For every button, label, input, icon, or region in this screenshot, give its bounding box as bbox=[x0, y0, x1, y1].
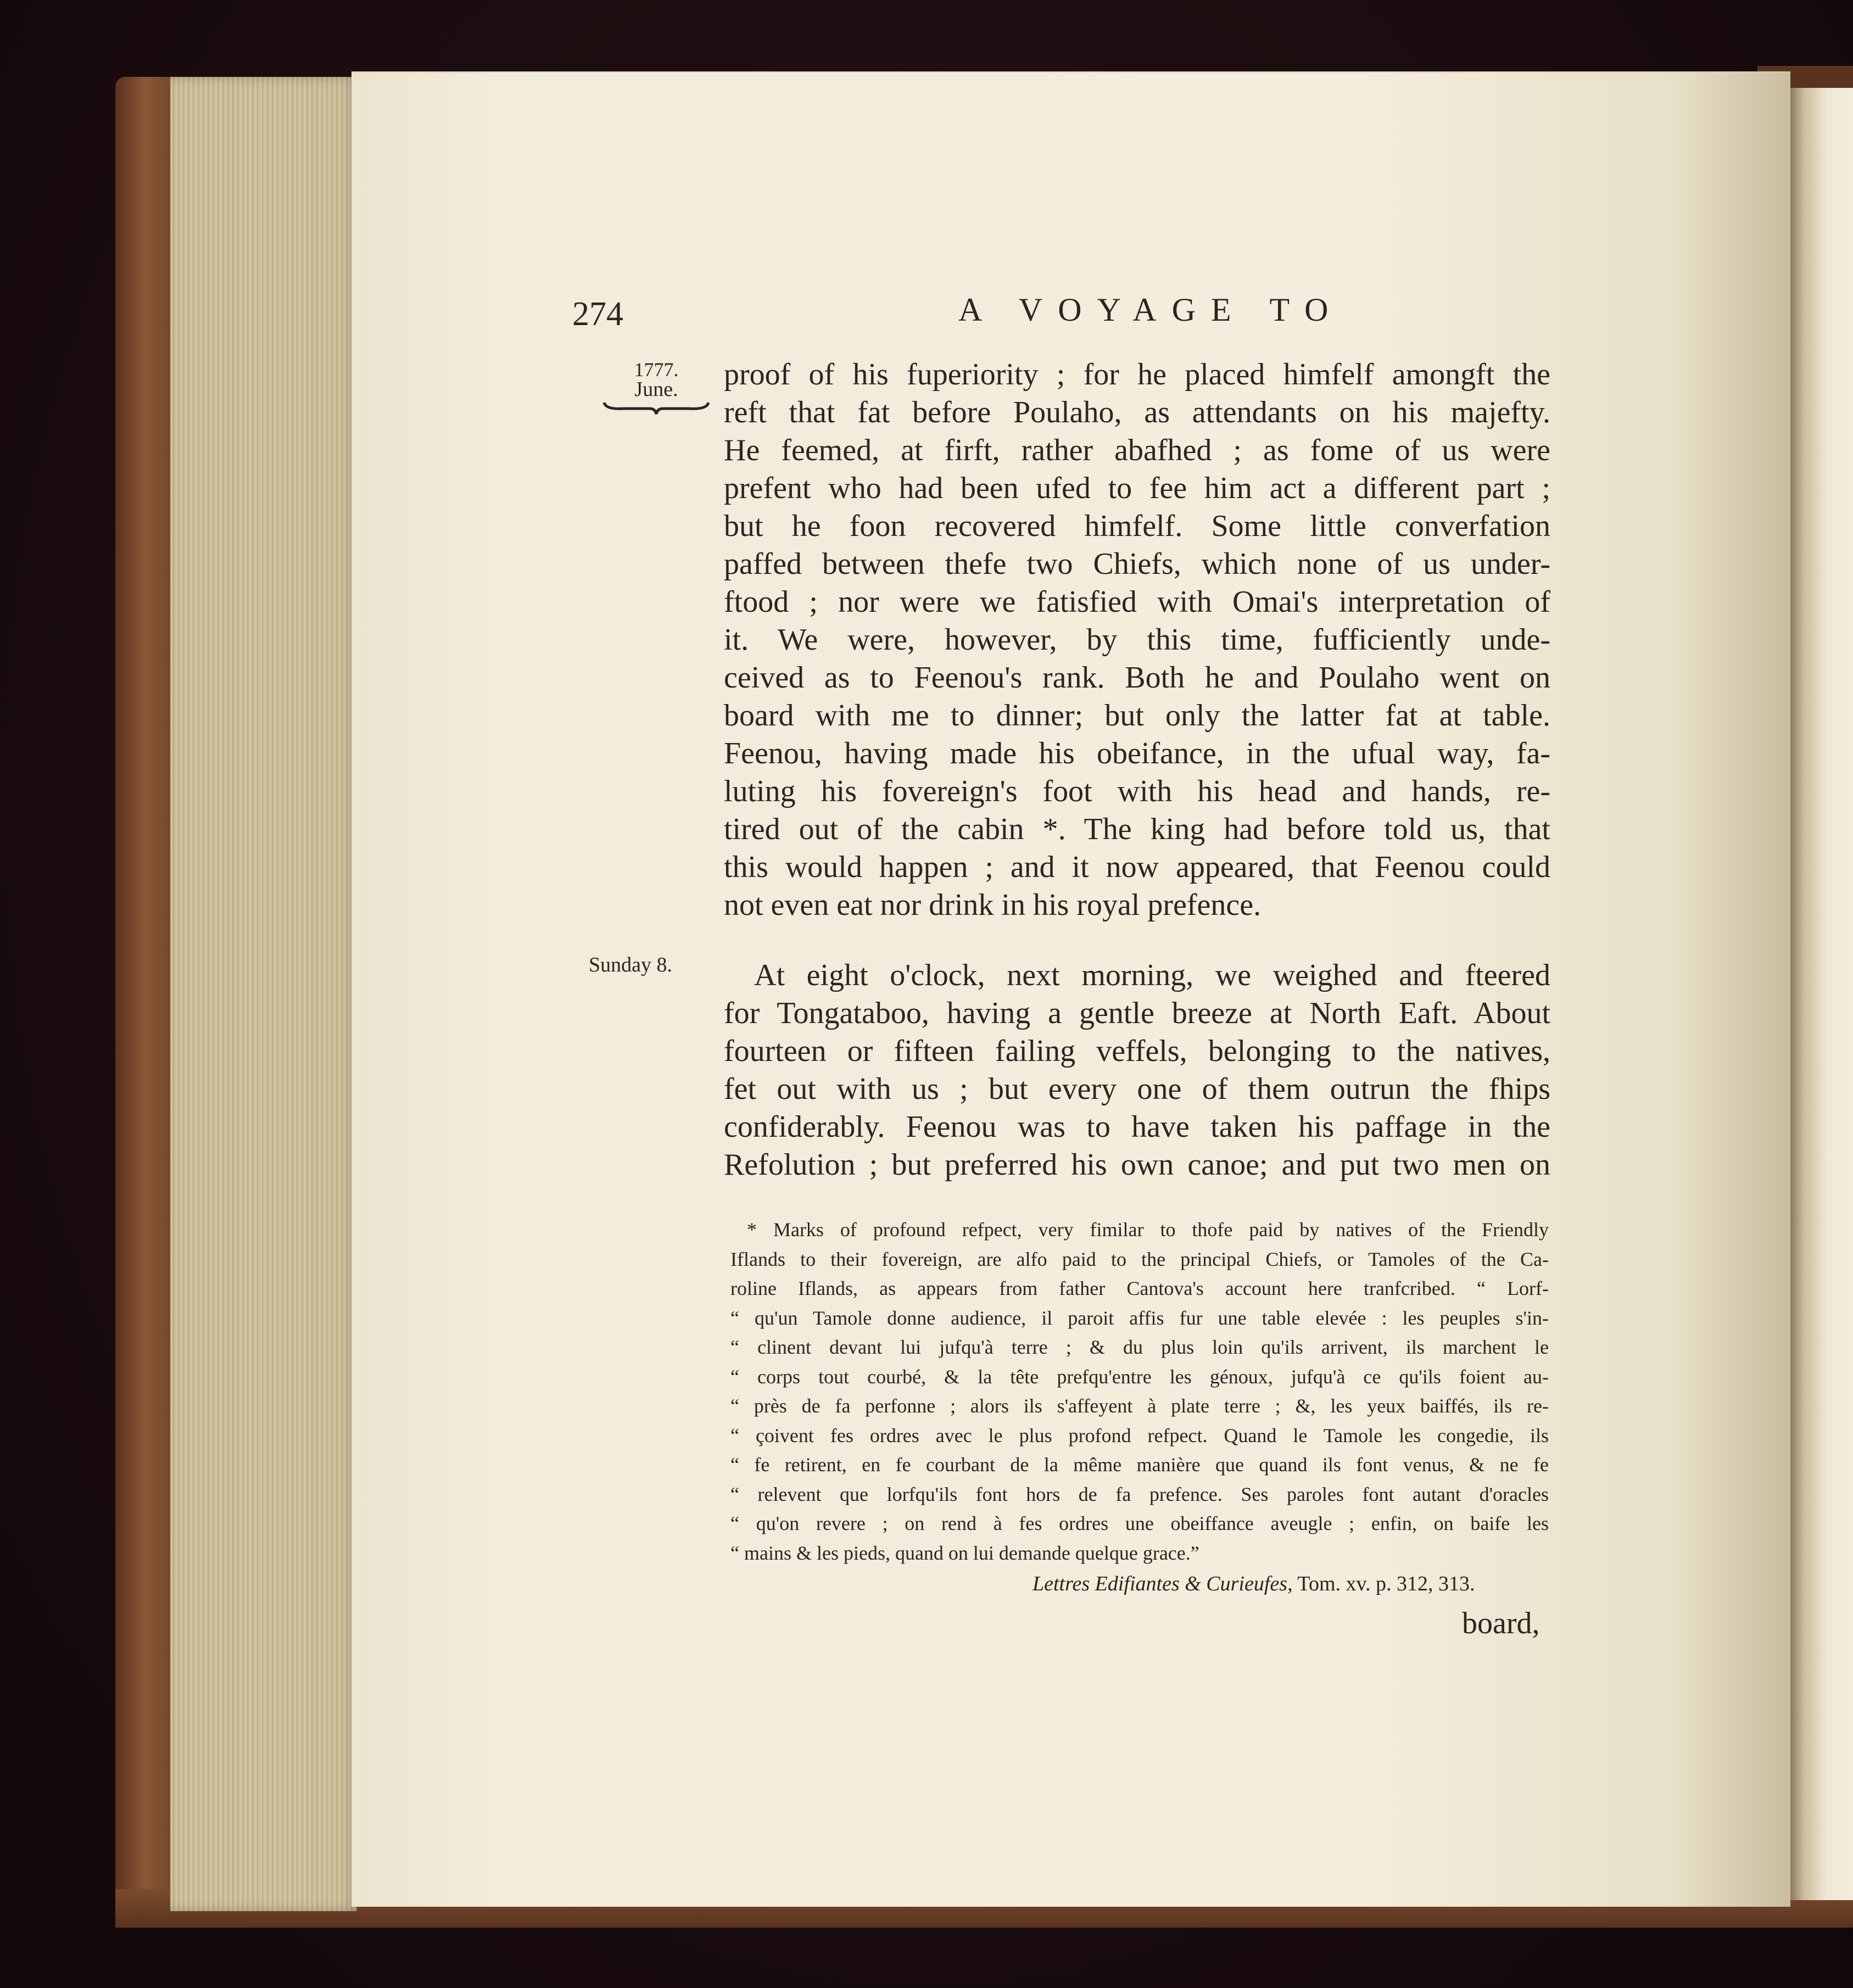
text-line: but he foon recovered himfelf. Some little converfation bbox=[724, 509, 1550, 543]
text-line: confiderably. Feenou was to have taken his paffage in the bbox=[724, 1110, 1550, 1144]
text-line: this would happen ; and it now appeared, that Feenou could bbox=[724, 850, 1550, 884]
margin-year: 1777. bbox=[634, 359, 679, 381]
footnote-line: “ corps tout courbé, & la tête prefqu'entre les génoux, jufqu'à ce qu'ils foient au- bbox=[730, 1365, 1549, 1388]
text-line: prefent who had been ufed to fee him act a different part ; bbox=[724, 471, 1550, 505]
text-line: reft that fat before Poulaho, as attendants on his majefty. bbox=[724, 395, 1550, 429]
margin-brace-icon bbox=[601, 400, 711, 416]
text-line: Feenou, having made his obeifance, in the ufual way, fa- bbox=[724, 736, 1550, 770]
running-title: A VOYAGE TO bbox=[958, 292, 1344, 328]
text-line: not even eat nor drink in his royal prefence. bbox=[724, 888, 1262, 922]
paragraph-1 bbox=[724, 356, 1550, 924]
footnote-citation bbox=[1032, 1570, 1475, 1599]
text-line: paffed between thefe two Chiefs, which none of us under- bbox=[724, 547, 1550, 581]
text-line: fourteen or fifteen failing veffels, belonging to the natives, bbox=[724, 1034, 1550, 1068]
footnote-line: “ çoivent fes ordres avec le plus profond refpect. Quand le Tamole les congedie, ils bbox=[730, 1424, 1549, 1447]
footnote-line: “ fe retirent, en fe courbant de la même manière que quand ils font venus, & ne fe bbox=[730, 1454, 1549, 1476]
margin-date bbox=[604, 360, 708, 399]
footnote-line: “ relevent que lorfqu'ils font hors de fa prefence. Ses paroles font autant d'oracles bbox=[730, 1483, 1549, 1505]
citation-ref: Tom. xv. p. 312, 313. bbox=[1297, 1572, 1475, 1595]
text-line: board with me to dinner; but only the latter fat at table. bbox=[724, 699, 1550, 733]
page-block-edge bbox=[170, 77, 357, 1911]
text-line: At eight o'clock, next morning, we weighed and fteered bbox=[754, 958, 1550, 992]
footnote-line: “ qu'un Tamole donne audience, il paroit affis fur une table elevée : les peuples s'in- bbox=[730, 1306, 1549, 1329]
text-line: He feemed, at firft, rather abafhed ; as fome of us were bbox=[724, 433, 1550, 467]
text-line: ceived as to Feenou's rank. Both he and Poulaho went on bbox=[724, 661, 1550, 695]
footnote-line: * Marks of profound refpect, very fimilar to thofe paid by natives of the Friendly bbox=[747, 1219, 1549, 1241]
footnote-line: Iflands to their fovereign, are alfo paid to the principal Chiefs, or Tamoles of the Ca- bbox=[730, 1248, 1549, 1270]
page-number: 274 bbox=[572, 295, 623, 333]
text-line: fet out with us ; but every one of them outrun the fhips bbox=[724, 1072, 1550, 1106]
text-line: for Tongataboo, having a gentle breeze at North Eaft. About bbox=[724, 996, 1550, 1030]
text-line: Refolution ; but preferred his own canoe; and put two men on bbox=[724, 1148, 1550, 1182]
text-line: proof of his fuperiority ; for he placed himfelf amongft the bbox=[724, 358, 1550, 392]
catchword: board, bbox=[1462, 1606, 1540, 1640]
footnote-line: roline Iflands, as appears from father Cantova's account here tranfcribed. “ Lorf- bbox=[730, 1277, 1549, 1299]
text-line: ftood ; nor were we fatisfied with Omai's interpretation of bbox=[724, 585, 1550, 619]
citation-title: Lettres Edifiantes & Curieufes, bbox=[1032, 1572, 1293, 1595]
footnote-line: “ mains & les pieds, quand on lui demande quelque grace.” bbox=[730, 1542, 1199, 1564]
facing-page-edge bbox=[1788, 88, 1853, 1900]
text-line: tired out of the cabin *. The king had before told us, that bbox=[724, 812, 1550, 846]
footnote-line: “ près de fa perfonne ; alors ils s'affeyent à plate terre ; &, les yeux baiffés, ils re- bbox=[730, 1395, 1549, 1417]
footnote-line: “ clinent devant lui jufqu'à terre ; & du plus loin qu'ils arrivent, ils marchent le bbox=[730, 1336, 1549, 1358]
margin-sunday: Sunday 8. bbox=[589, 953, 672, 976]
footnote-line: “ qu'on revere ; on rend à fes ordres une obeiffance aveugle ; enfin, on baife les bbox=[730, 1512, 1549, 1534]
text-line: luting his fovereign's foot with his head and hands, re- bbox=[724, 774, 1550, 808]
text-line: it. We were, however, by this time, fufficiently unde- bbox=[724, 623, 1550, 657]
footnote bbox=[730, 1215, 1549, 1595]
margin-month: June. bbox=[634, 378, 678, 401]
paragraph-2 bbox=[724, 957, 1550, 1184]
